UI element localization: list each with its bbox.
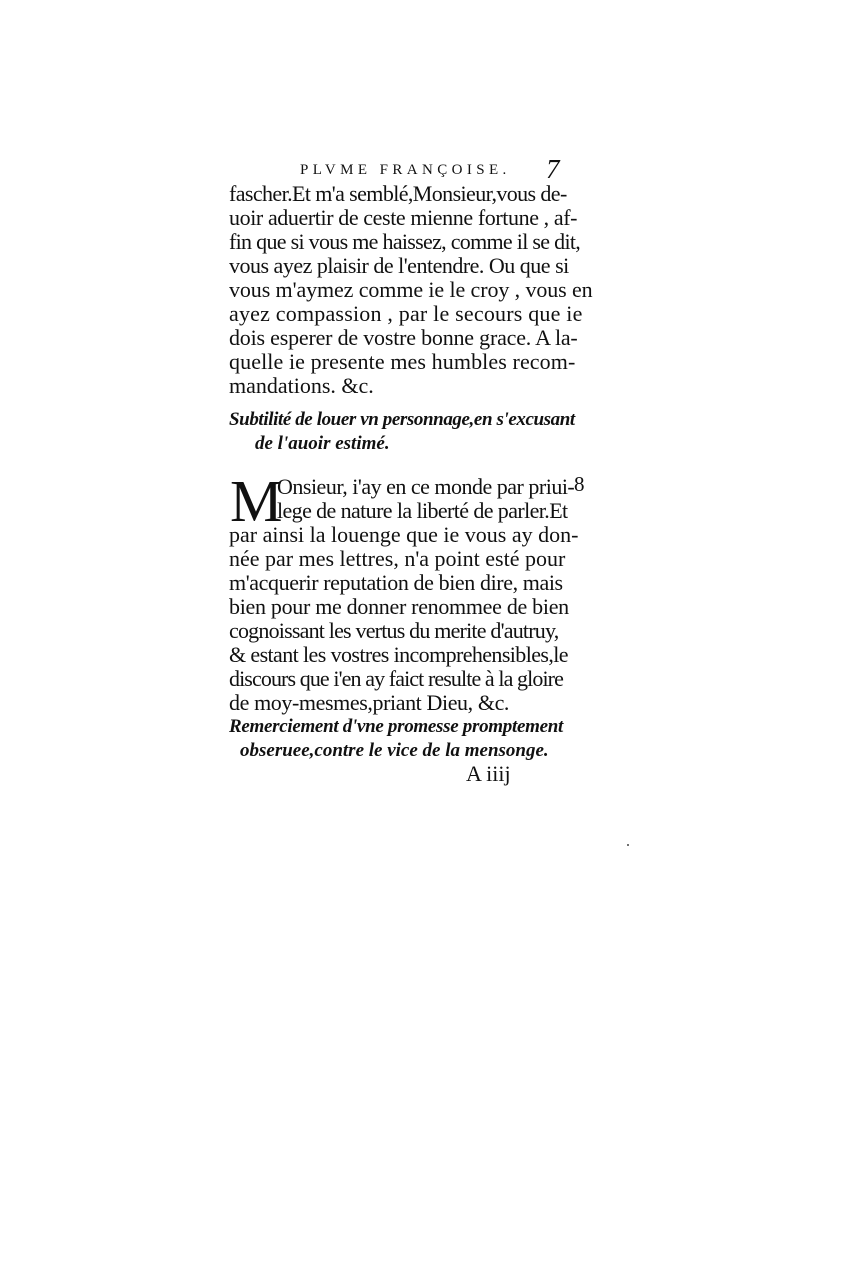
text-line: vous ayez plaisir de l'entendre. Ou que si	[229, 253, 569, 278]
section-heading: obseruee,contre le vice de la mensonge.	[240, 740, 549, 761]
page-number: 7	[546, 154, 560, 184]
text-line: uoir aduertir de ceste mienne fortune , af-	[229, 205, 578, 230]
signature-mark: A iiij	[466, 761, 511, 786]
section-heading: Remerciement d'vne promesse promptement	[229, 716, 563, 737]
text-line: lege de nature la liberté de parler.Et	[277, 498, 568, 523]
text-line: discours que i'en ay faict resulte à la gloire	[229, 666, 563, 691]
text-line: née par mes lettres, n'a point esté pour	[229, 546, 566, 571]
margin-number: 8	[574, 472, 585, 496]
text-line: m'acquerir reputation de bien dire, mais	[229, 570, 563, 595]
text-line: dois esperer de vostre bonne grace. A la-	[229, 325, 578, 350]
text-line: mandations. &c.	[229, 373, 374, 398]
text-line: bien pour me donner renommee de bien	[229, 594, 569, 619]
text-line: Onsieur, i'ay en ce monde par priui-	[277, 474, 575, 499]
text-line: ayez compassion , par le secours que ie	[229, 301, 583, 326]
text-line: cognoissant les vertus du merite d'autruy,	[229, 618, 559, 643]
text-line: & estant les vostres incomprehensibles,le	[229, 642, 568, 667]
text-line: vous m'aymez comme ie le croy , vous en	[229, 277, 593, 302]
text-line: fin que si vous me haissez, comme il se dit,	[229, 229, 581, 254]
section-heading: de l'auoir estimé.	[255, 433, 390, 454]
paper-speck	[627, 844, 629, 846]
text-line: quelle ie presente mes humbles recom-	[229, 349, 576, 374]
text-line: fascher.Et m'a semblé,Monsieur,vous de-	[229, 181, 567, 206]
drop-cap: M	[230, 468, 283, 534]
running-title: PLVME FRANÇOISE.	[300, 162, 511, 178]
section-heading: Subtilité de louer vn personnage,en s'excusant	[229, 409, 575, 430]
text-line: par ainsi la louenge que ie vous ay don-	[229, 522, 579, 547]
text-line: de moy-mesmes,priant Dieu, &c.	[229, 690, 510, 715]
